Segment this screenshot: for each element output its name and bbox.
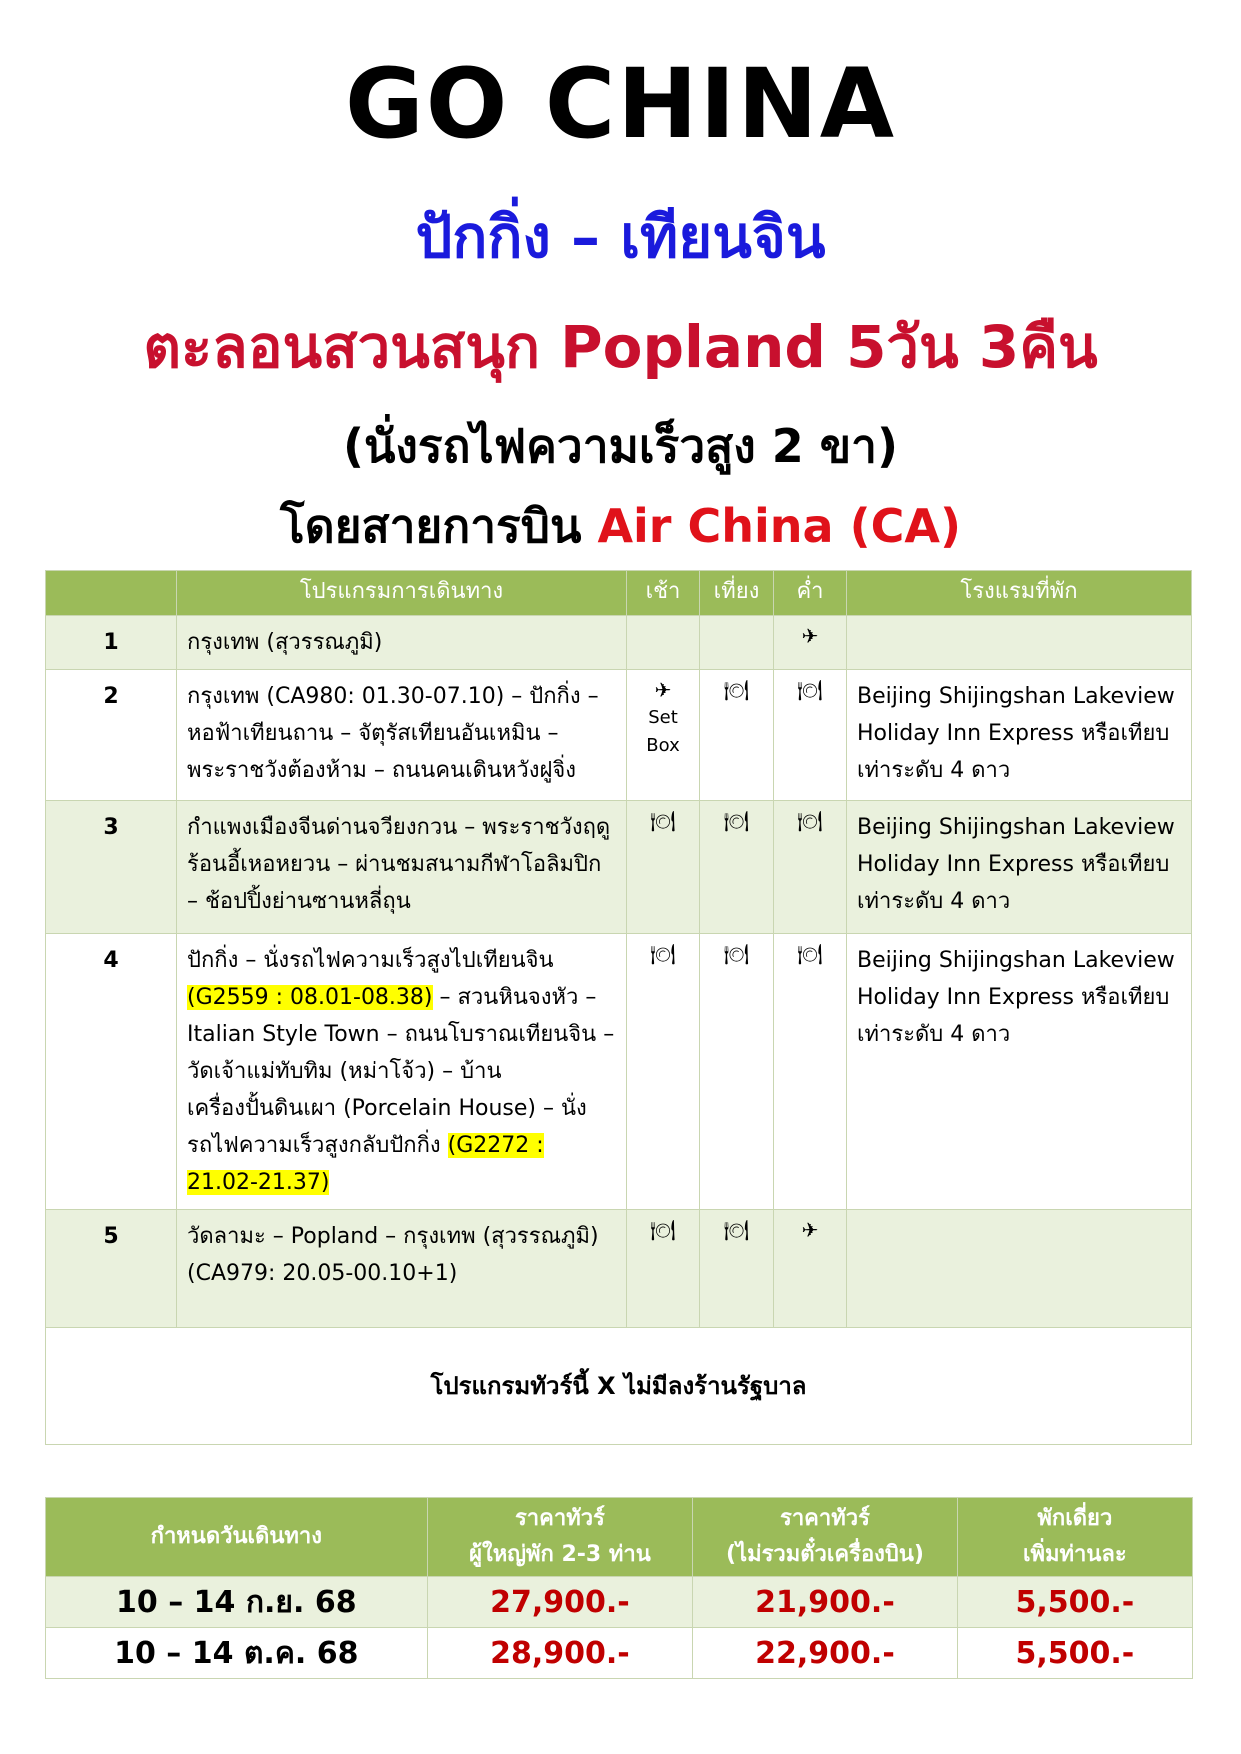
meal-icon: 🍽 xyxy=(700,670,774,801)
col-travel-date xyxy=(46,1498,428,1577)
lunch-cell xyxy=(700,616,774,670)
table-row xyxy=(46,1628,1193,1679)
program-part: ปักกิ่ง – นั่งรถไฟความเร็วสูงไปเทียนจิน xyxy=(187,948,554,973)
meal-icon: 🍽 xyxy=(627,1210,700,1328)
day-number: 2 xyxy=(46,670,177,801)
train-out-highlight: (G2559 : 08.01-08.38) xyxy=(187,985,433,1010)
day-number: 1 xyxy=(46,616,177,670)
col-breakfast: เช้า xyxy=(627,571,700,616)
meal-icon: 🍽 xyxy=(774,801,847,934)
airline-prefix: โดยสายการบิน xyxy=(279,499,598,553)
header-line: เพิ่มท่านละ xyxy=(1023,1542,1127,1567)
table-row xyxy=(46,801,1192,934)
meal-icon: 🍽 xyxy=(627,801,700,934)
no-flight-price: 22,900.- xyxy=(693,1628,958,1679)
travel-date: 10 – 14 ก.ย. 68 xyxy=(46,1577,428,1628)
header-line: กำหนดวันเดินทาง xyxy=(150,1524,322,1549)
itinerary-header-row xyxy=(46,571,1192,616)
itinerary-table xyxy=(45,570,1192,1445)
col-single-supplement xyxy=(957,1498,1192,1577)
plane-icon: ✈ xyxy=(654,678,672,702)
meal-icon: 🍽 xyxy=(700,801,774,934)
meal-icon: 🍽 xyxy=(700,1210,774,1328)
tour-price: 27,900.- xyxy=(427,1577,693,1628)
single-supplement: 5,500.- xyxy=(957,1577,1192,1628)
meal-icon: 🍽 xyxy=(774,670,847,801)
col-hotel: โรงแรมที่พัก xyxy=(847,571,1192,616)
single-supplement: 5,500.- xyxy=(957,1628,1192,1679)
col-tour-price xyxy=(427,1498,693,1577)
hotel-cell xyxy=(847,1210,1192,1328)
breakfast-cell xyxy=(627,616,700,670)
day-program: วัดลามะ – Popland – กรุงเทพ (สุวรรณภูมิ) (CA979: 20.05-00.10+1) xyxy=(177,1210,627,1328)
table-row xyxy=(46,616,1192,670)
tour-price: 28,900.- xyxy=(427,1628,693,1679)
day-number: 5 xyxy=(46,1210,177,1328)
col-day xyxy=(46,571,177,616)
travel-date: 10 – 14 ต.ค. 68 xyxy=(46,1628,428,1679)
header-line: พักเดี่ยว xyxy=(1037,1506,1113,1531)
day-program: กำแพงเมืองจีนด่านจวียงกวน – พระราชวังฤดูร้อนอี้เหอหยวน – ผ่านชมสนามกีฬาโอลิมปิก – ช้อปปิ้งย่านซานหลี่ถุน xyxy=(177,801,627,934)
day-number: 4 xyxy=(46,934,177,1210)
col-program: โปรแกรมการเดินทาง xyxy=(177,571,627,616)
set-box-note: Set Box xyxy=(646,707,680,756)
hotel-cell: Beijing Shijingshan Lakeview Holiday Inn Express หรือเทียบเท่าระดับ 4 ดาว xyxy=(847,934,1192,1210)
day-program xyxy=(177,934,627,1210)
col-dinner: ค่ำ xyxy=(774,571,847,616)
tour-subtitle: ตะลอนสวนสนุก Popland 5วัน 3คืน xyxy=(143,313,1098,381)
day-number: 3 xyxy=(46,801,177,934)
program-part: – สวนหินจงหัว – Italian Style Town – ถนนโบราณเทียนจิน – วัดเจ้าแม่ทับทิม (หม่าโจ้ว) – บ้านเครื่องปั้นดินเผา (Porcelain House) – นั่งรถไฟความเร็วสูงกลับปักกิ่ง xyxy=(187,985,615,1158)
no-flight-price: 21,900.- xyxy=(693,1577,958,1628)
train-back-highlight: (G2272 : 21.02-21.37) xyxy=(187,1133,544,1195)
col-lunch: เที่ยง xyxy=(700,571,774,616)
meal-icon: 🍽 xyxy=(627,934,700,1210)
meal-icon: 🍽 xyxy=(774,934,847,1210)
table-row xyxy=(46,934,1192,1210)
header-line: ราคาทัวร์ xyxy=(514,1506,605,1531)
airline-name: Air China (CA) xyxy=(597,499,961,553)
table-row xyxy=(46,670,1192,801)
plane-icon: ✈ xyxy=(774,616,847,670)
header-line: ผู้ใหญ่พัก 2-3 ท่าน xyxy=(469,1542,651,1567)
price-table xyxy=(45,1497,1193,1679)
brand-title: GO CHINA xyxy=(345,48,896,160)
header-line: (ไม่รวมตั๋วเครื่องบิน) xyxy=(725,1542,924,1567)
price-header-row xyxy=(46,1498,1193,1577)
hotel-cell: Beijing Shijingshan Lakeview Holiday Inn Express หรือเทียบเท่าระดับ 4 ดาว xyxy=(847,670,1192,801)
table-row xyxy=(46,1210,1192,1328)
day-program: กรุงเทพ (สุวรรณภูมิ) xyxy=(177,616,627,670)
breakfast-cell xyxy=(627,670,700,801)
hotel-cell xyxy=(847,616,1192,670)
meal-icon: 🍽 xyxy=(700,934,774,1210)
route-title: ปักกิ่ง – เทียนจิน xyxy=(415,203,826,271)
col-no-flight-price xyxy=(693,1498,958,1577)
header-line: ราคาทัวร์ xyxy=(780,1506,870,1531)
day-program: กรุงเทพ (CA980: 01.30-07.10) – ปักกิ่ง – หอฟ้าเทียนถาน – จัตุรัสเทียนอันเหมิน – พระราชวังต้องห้าม – ถนนคนเดินหวังฝูจิ่ง xyxy=(177,670,627,801)
train-note: (นั่งรถไฟความเร็วสูง 2 ขา) xyxy=(342,419,899,473)
plane-icon: ✈ xyxy=(774,1210,847,1328)
airline-line xyxy=(0,490,1241,563)
no-shop-note: โปรแกรมทัวร์นี้ X ไม่มีลงร้านรัฐบาล xyxy=(46,1328,1192,1445)
no-shop-note-row xyxy=(46,1328,1192,1445)
hotel-cell: Beijing Shijingshan Lakeview Holiday Inn Express หรือเทียบเท่าระดับ 4 ดาว xyxy=(847,801,1192,934)
table-row xyxy=(46,1577,1193,1628)
